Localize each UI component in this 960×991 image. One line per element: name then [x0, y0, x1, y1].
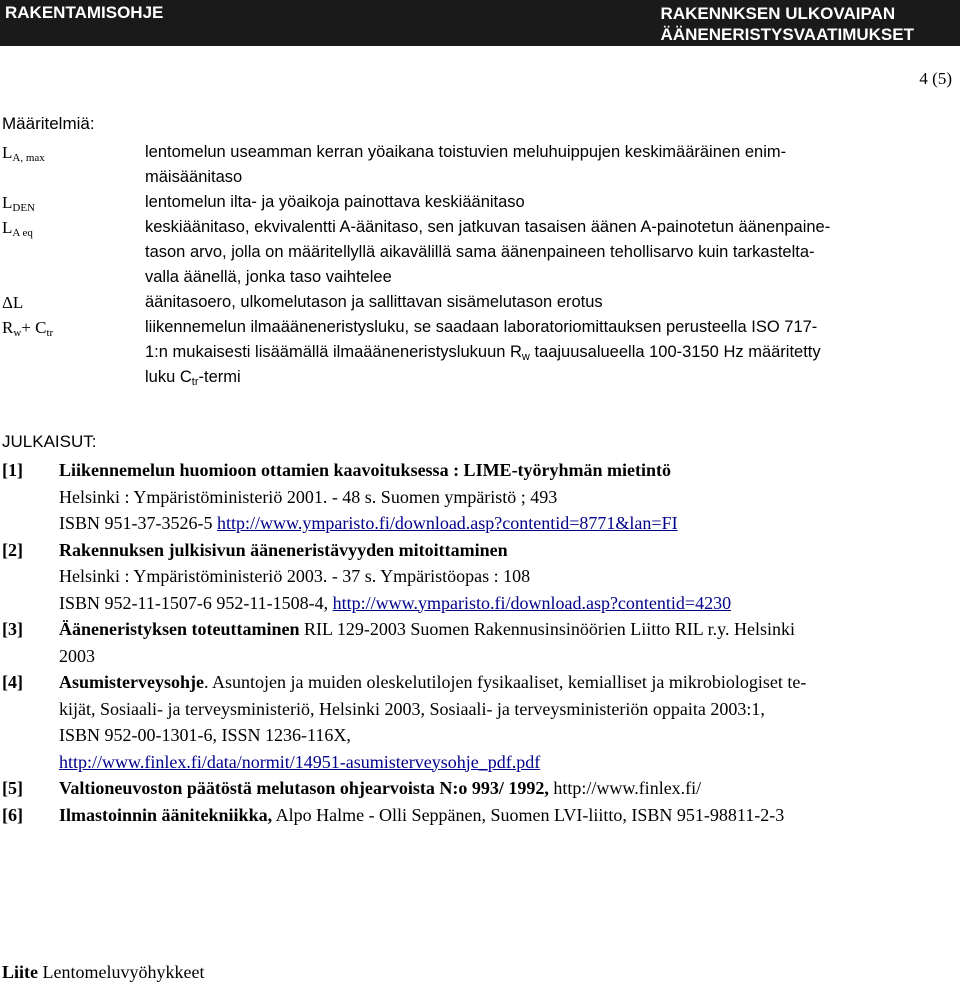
definitions-heading: Määritelmiä:	[2, 114, 95, 133]
appendix-title: Lentomeluvyöhykkeet	[42, 962, 205, 982]
references-list	[2, 457, 952, 828]
definition-term: $L_{DEN}$	[2, 193, 35, 214]
reference-title: Ääneneristyksen toteuttaminen	[59, 619, 300, 639]
reference-number: [3]	[2, 619, 23, 639]
header-left-title: RAKENTAMISOHJE	[5, 3, 164, 22]
definition-text: liikennemelun ilmaääneneristysluku, se saadaan laboratoriomittauksen perusteella ISO 717- 1:n mukaisesti lisäämällä ilmaääneneristyslukuun $R_w$ taajuusalueella 100-3150 Hz määritetty luku $C_{tr}$-termi	[145, 318, 821, 388]
reference-title: Valtioneuvoston päätöstä melutason ohjearvoista N:o 993/ 1992,	[59, 778, 549, 798]
reference-link[interactable]: http://www.finlex.fi/data/normit/14951-asumisterveysohje_pdf.pdf	[59, 751, 541, 772]
reference-number: [6]	[2, 804, 23, 825]
definition-item	[2, 290, 960, 315]
reference-item: [6] Ilmastoinnin äänitekniikka, Alpo Halme - Olli Seppänen, Suomen LVI-liitto, ISBN 951-98811-2-3	[2, 802, 952, 829]
page-number: 4 (5)	[919, 69, 952, 88]
header-right-title	[661, 3, 914, 45]
reference-item: [5] Valtioneuvoston päätöstä melutason ohjearvoista N:o 993/ 1992, http://www.finlex.fi/	[2, 775, 952, 802]
reference-title: Rakennuksen julkisivun ääneneristävyyden mitoittaminen	[59, 539, 508, 560]
reference-number: [4]	[2, 672, 23, 692]
definition-term: $L_{A, max}$	[2, 143, 45, 164]
reference-number: [1]	[2, 460, 23, 480]
reference-link[interactable]: http://www.ymparisto.fi/download.asp?contentid=4230	[332, 592, 732, 613]
reference-link[interactable]: http://www.ymparisto.fi/download.asp?contentid=8771&lan=FI	[217, 513, 678, 533]
reference-number: [5]	[2, 778, 23, 798]
reference-title: Asumisterveysohje	[59, 672, 204, 692]
definitions-list	[2, 140, 960, 390]
definition-item	[2, 140, 960, 190]
appendix-label: Liite	[2, 962, 38, 982]
reference-item: [1] Liikennemelun huomioon ottamien kaavoituksessa : LIME-työryhmän mietintö Helsinki : Ympäristöministeriö 2001. - 48 s. Suomen ympäristö ; 493 ISBN 951-37-3526-5 http://www.ymparisto.fi/download.asp?contentid=8771&lan=FI	[2, 457, 952, 537]
header-right-line1: RAKENNKSEN ULKOVAIPAN	[660, 4, 896, 23]
document-header	[0, 0, 960, 46]
reference-title: Ilmastoinnin äänitekniikka,	[59, 804, 273, 825]
appendix-footer	[2, 962, 204, 983]
definition-term: ΔL	[2, 293, 24, 312]
reference-item: [4] Asumisterveysohje. Asuntojen ja muiden oleskelutilojen fysikaaliset, kemialliset ja mikrobiologiset te- kijät, Sosiaali- ja terveysministeriö, Helsinki 2003, Sosiaali- ja terveysministeriön oppaita 2003:1, ISBN 952-00-1301-6, ISSN 1236-116X, http://www.finlex.fi/data/normit/14951-asumisterveysohje_pdf.pdf	[2, 669, 952, 775]
reference-item: [3] Ääneneristyksen toteuttaminen RIL 129-2003 Suomen Rakennusinsinöörien Liitto RIL r.y. Helsinki 2003	[2, 616, 952, 669]
definition-text: äänitasoero, ulkomelutason ja sallittavan sisämelutason erotus	[145, 293, 603, 311]
references-heading: JULKAISUT:	[2, 432, 97, 451]
header-right-line2: ÄÄNENERISTYSVAATIMUKSET	[660, 25, 914, 44]
definition-item	[2, 215, 960, 290]
definition-item	[2, 190, 960, 215]
definition-item	[2, 315, 960, 390]
reference-title: Liikennemelun huomioon ottamien kaavoituksessa : LIME-työryhmän mietintö	[59, 460, 672, 480]
definition-term: $L_{A eq}$	[2, 218, 33, 239]
reference-number: [2]	[2, 539, 23, 560]
reference-item: [2] Rakennuksen julkisivun ääneneristävyyden mitoittaminen Helsinki : Ympäristöministeriö 2003. - 37 s. Ympäristöopas : 108 ISBN 952-11-1507-6 952-11-1508-4, http://www.ymparisto.fi/download.asp?contentid=4230	[2, 537, 952, 617]
definition-text: keskiäänitaso, ekvivalentti A-äänitaso, sen jatkuvan tasaisen äänen A-painotetun äänenpaine- tason arvo, jolla on määritellyllä aikavälillä sama äänenpaineen tehollisarvo kuin tarkasteltа- valla äänellä, jonka taso vaihtelee	[145, 218, 831, 286]
definition-text: lentomelun ilta- ja yöaikoja painottava keskiäänitaso	[145, 193, 525, 211]
definition-text: lentomelun useamman kerran yöaikana toistuvien meluhuippujen keskimääräinen enim- mäisäänitaso	[145, 143, 787, 186]
definition-term: $R_w+ C_{tr}$	[2, 318, 54, 339]
